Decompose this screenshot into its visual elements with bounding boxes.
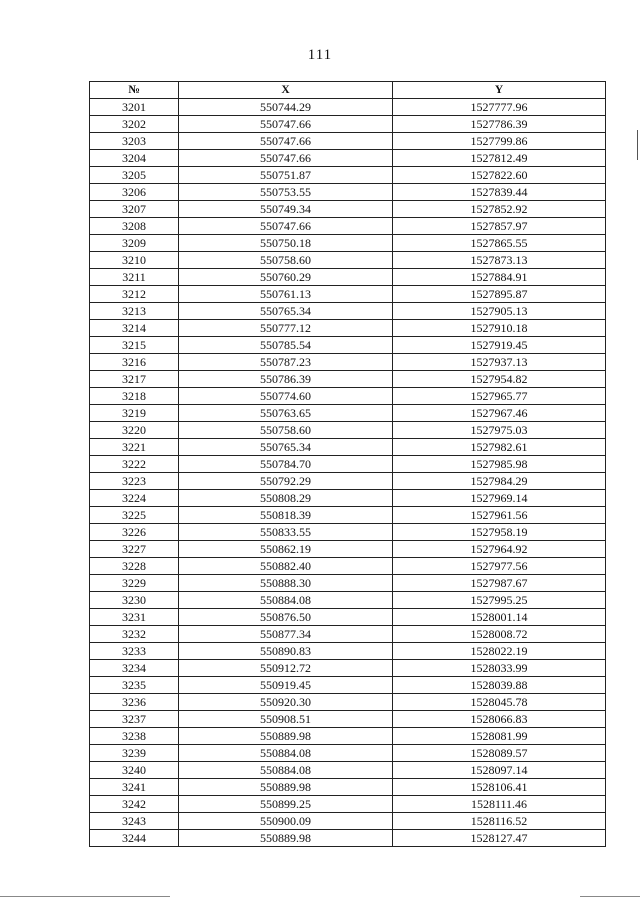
table-row [90,524,606,541]
x-coordinate-cell: 550889.98 [179,728,393,745]
x-coordinate-cell: 550753.55 [179,184,393,201]
point-number-cell: 3221 [90,439,179,456]
point-number-cell: 3203 [90,133,179,150]
point-number-cell: 3212 [90,286,179,303]
header-y: Y [393,82,606,99]
x-coordinate-cell: 550758.60 [179,422,393,439]
table-row [90,116,606,133]
table-row [90,320,606,337]
x-coordinate-cell: 550747.66 [179,218,393,235]
y-coordinate-cell: 1527822.60 [393,167,606,184]
y-coordinate-cell: 1528039.88 [393,677,606,694]
x-coordinate-cell: 550786.39 [179,371,393,388]
header-number: № [90,82,179,99]
y-coordinate-cell: 1527865.55 [393,235,606,252]
point-number-cell: 3234 [90,660,179,677]
y-coordinate-cell: 1527857.97 [393,218,606,235]
x-coordinate-cell: 550818.39 [179,507,393,524]
y-coordinate-cell: 1528022.19 [393,643,606,660]
point-number-cell: 3201 [90,99,179,116]
x-coordinate-cell: 550890.83 [179,643,393,660]
x-coordinate-cell: 550884.08 [179,745,393,762]
x-coordinate-cell: 550877.34 [179,626,393,643]
table-row [90,660,606,677]
point-number-cell: 3220 [90,422,179,439]
point-number-cell: 3241 [90,779,179,796]
y-coordinate-cell: 1527799.86 [393,133,606,150]
x-coordinate-cell: 550908.51 [179,711,393,728]
y-coordinate-cell: 1528045.78 [393,694,606,711]
y-coordinate-cell: 1528033.99 [393,660,606,677]
table-row [90,286,606,303]
point-number-cell: 3238 [90,728,179,745]
x-coordinate-cell: 550884.08 [179,592,393,609]
table-row [90,184,606,201]
point-number-cell: 3225 [90,507,179,524]
point-number-cell: 3209 [90,235,179,252]
y-coordinate-cell: 1527937.13 [393,354,606,371]
x-coordinate-cell: 550884.08 [179,762,393,779]
x-coordinate-cell: 550761.13 [179,286,393,303]
y-coordinate-cell: 1527873.13 [393,252,606,269]
table-row [90,779,606,796]
y-coordinate-cell: 1527954.82 [393,371,606,388]
y-coordinate-cell: 1527987.67 [393,575,606,592]
point-number-cell: 3239 [90,745,179,762]
x-coordinate-cell: 550777.12 [179,320,393,337]
y-coordinate-cell: 1527967.46 [393,405,606,422]
scan-footer-line [580,896,640,897]
x-coordinate-cell: 550749.34 [179,201,393,218]
x-coordinate-cell: 550751.87 [179,167,393,184]
table-row [90,133,606,150]
x-coordinate-cell: 550747.66 [179,116,393,133]
table-row [90,575,606,592]
table-row [90,303,606,320]
table-row [90,813,606,830]
x-coordinate-cell: 550758.60 [179,252,393,269]
table-row [90,677,606,694]
x-coordinate-cell: 550899.25 [179,796,393,813]
y-coordinate-cell: 1527985.98 [393,456,606,473]
table-row [90,762,606,779]
table-row [90,150,606,167]
point-number-cell: 3202 [90,116,179,133]
x-coordinate-cell: 550763.65 [179,405,393,422]
y-coordinate-cell: 1528111.46 [393,796,606,813]
table-row [90,337,606,354]
scan-footer-line [0,896,170,897]
table-row [90,558,606,575]
table-row [90,830,606,847]
table-row [90,490,606,507]
x-coordinate-cell: 550792.29 [179,473,393,490]
y-coordinate-cell: 1528001.14 [393,609,606,626]
y-coordinate-cell: 1528066.83 [393,711,606,728]
y-coordinate-cell: 1527852.92 [393,201,606,218]
point-number-cell: 3210 [90,252,179,269]
table-row [90,439,606,456]
scan-edge-mark [637,130,638,160]
point-number-cell: 3223 [90,473,179,490]
y-coordinate-cell: 1527895.87 [393,286,606,303]
point-number-cell: 3226 [90,524,179,541]
point-number-cell: 3224 [90,490,179,507]
table-body [90,99,606,847]
table-row [90,269,606,286]
x-coordinate-cell: 550808.29 [179,490,393,507]
point-number-cell: 3205 [90,167,179,184]
y-coordinate-cell: 1528081.99 [393,728,606,745]
y-coordinate-cell: 1527919.45 [393,337,606,354]
table-row [90,728,606,745]
table-row [90,609,606,626]
y-coordinate-cell: 1528089.57 [393,745,606,762]
x-coordinate-cell: 550744.29 [179,99,393,116]
x-coordinate-cell: 550919.45 [179,677,393,694]
table-row [90,388,606,405]
table-row [90,541,606,558]
y-coordinate-cell: 1527969.14 [393,490,606,507]
point-number-cell: 3217 [90,371,179,388]
x-coordinate-cell: 550765.34 [179,439,393,456]
point-number-cell: 3222 [90,456,179,473]
table-row [90,626,606,643]
y-coordinate-cell: 1527977.56 [393,558,606,575]
table-row [90,711,606,728]
point-number-cell: 3207 [90,201,179,218]
point-number-cell: 3211 [90,269,179,286]
x-coordinate-cell: 550785.54 [179,337,393,354]
x-coordinate-cell: 550876.50 [179,609,393,626]
y-coordinate-cell: 1527958.19 [393,524,606,541]
point-number-cell: 3215 [90,337,179,354]
x-coordinate-cell: 550747.66 [179,150,393,167]
y-coordinate-cell: 1528106.41 [393,779,606,796]
header-row [90,82,606,99]
table-header [90,82,606,99]
point-number-cell: 3213 [90,303,179,320]
point-number-cell: 3206 [90,184,179,201]
point-number-cell: 3214 [90,320,179,337]
y-coordinate-cell: 1527975.03 [393,422,606,439]
table-row [90,473,606,490]
x-coordinate-cell: 550774.60 [179,388,393,405]
y-coordinate-cell: 1527964.92 [393,541,606,558]
x-coordinate-cell: 550889.98 [179,830,393,847]
header-x: X [179,82,393,99]
x-coordinate-cell: 550862.19 [179,541,393,558]
point-number-cell: 3229 [90,575,179,592]
point-number-cell: 3216 [90,354,179,371]
x-coordinate-cell: 550900.09 [179,813,393,830]
y-coordinate-cell: 1527961.56 [393,507,606,524]
table-row [90,201,606,218]
y-coordinate-cell: 1527839.44 [393,184,606,201]
table-row [90,507,606,524]
y-coordinate-cell: 1527984.29 [393,473,606,490]
coordinates-table [89,81,606,847]
table-row [90,422,606,439]
table-row [90,745,606,762]
point-number-cell: 3237 [90,711,179,728]
x-coordinate-cell: 550760.29 [179,269,393,286]
table-row [90,694,606,711]
point-number-cell: 3227 [90,541,179,558]
table-row [90,592,606,609]
y-coordinate-cell: 1527777.96 [393,99,606,116]
point-number-cell: 3204 [90,150,179,167]
x-coordinate-cell: 550784.70 [179,456,393,473]
y-coordinate-cell: 1527965.77 [393,388,606,405]
x-coordinate-cell: 550750.18 [179,235,393,252]
y-coordinate-cell: 1527786.39 [393,116,606,133]
y-coordinate-cell: 1528127.47 [393,830,606,847]
point-number-cell: 3230 [90,592,179,609]
point-number-cell: 3233 [90,643,179,660]
point-number-cell: 3244 [90,830,179,847]
x-coordinate-cell: 550747.66 [179,133,393,150]
x-coordinate-cell: 550889.98 [179,779,393,796]
y-coordinate-cell: 1528008.72 [393,626,606,643]
y-coordinate-cell: 1527905.13 [393,303,606,320]
point-number-cell: 3243 [90,813,179,830]
table-row [90,405,606,422]
x-coordinate-cell: 550765.34 [179,303,393,320]
table-row [90,252,606,269]
x-coordinate-cell: 550882.40 [179,558,393,575]
table-row [90,218,606,235]
y-coordinate-cell: 1528116.52 [393,813,606,830]
x-coordinate-cell: 550912.72 [179,660,393,677]
point-number-cell: 3242 [90,796,179,813]
table-row [90,643,606,660]
point-number-cell: 3240 [90,762,179,779]
point-number-cell: 3232 [90,626,179,643]
x-coordinate-cell: 550920.30 [179,694,393,711]
y-coordinate-cell: 1527812.49 [393,150,606,167]
y-coordinate-cell: 1527982.61 [393,439,606,456]
y-coordinate-cell: 1527910.18 [393,320,606,337]
y-coordinate-cell: 1527995.25 [393,592,606,609]
x-coordinate-cell: 550888.30 [179,575,393,592]
x-coordinate-cell: 550787.23 [179,354,393,371]
point-number-cell: 3235 [90,677,179,694]
table-row [90,796,606,813]
table-row [90,99,606,116]
table-row [90,456,606,473]
point-number-cell: 3218 [90,388,179,405]
table-row [90,167,606,184]
point-number-cell: 3208 [90,218,179,235]
point-number-cell: 3228 [90,558,179,575]
table-row [90,371,606,388]
x-coordinate-cell: 550833.55 [179,524,393,541]
point-number-cell: 3236 [90,694,179,711]
y-coordinate-cell: 1527884.91 [393,269,606,286]
page-number: 111 [307,47,333,63]
y-coordinate-cell: 1528097.14 [393,762,606,779]
table-row [90,235,606,252]
point-number-cell: 3231 [90,609,179,626]
table-row [90,354,606,371]
point-number-cell: 3219 [90,405,179,422]
